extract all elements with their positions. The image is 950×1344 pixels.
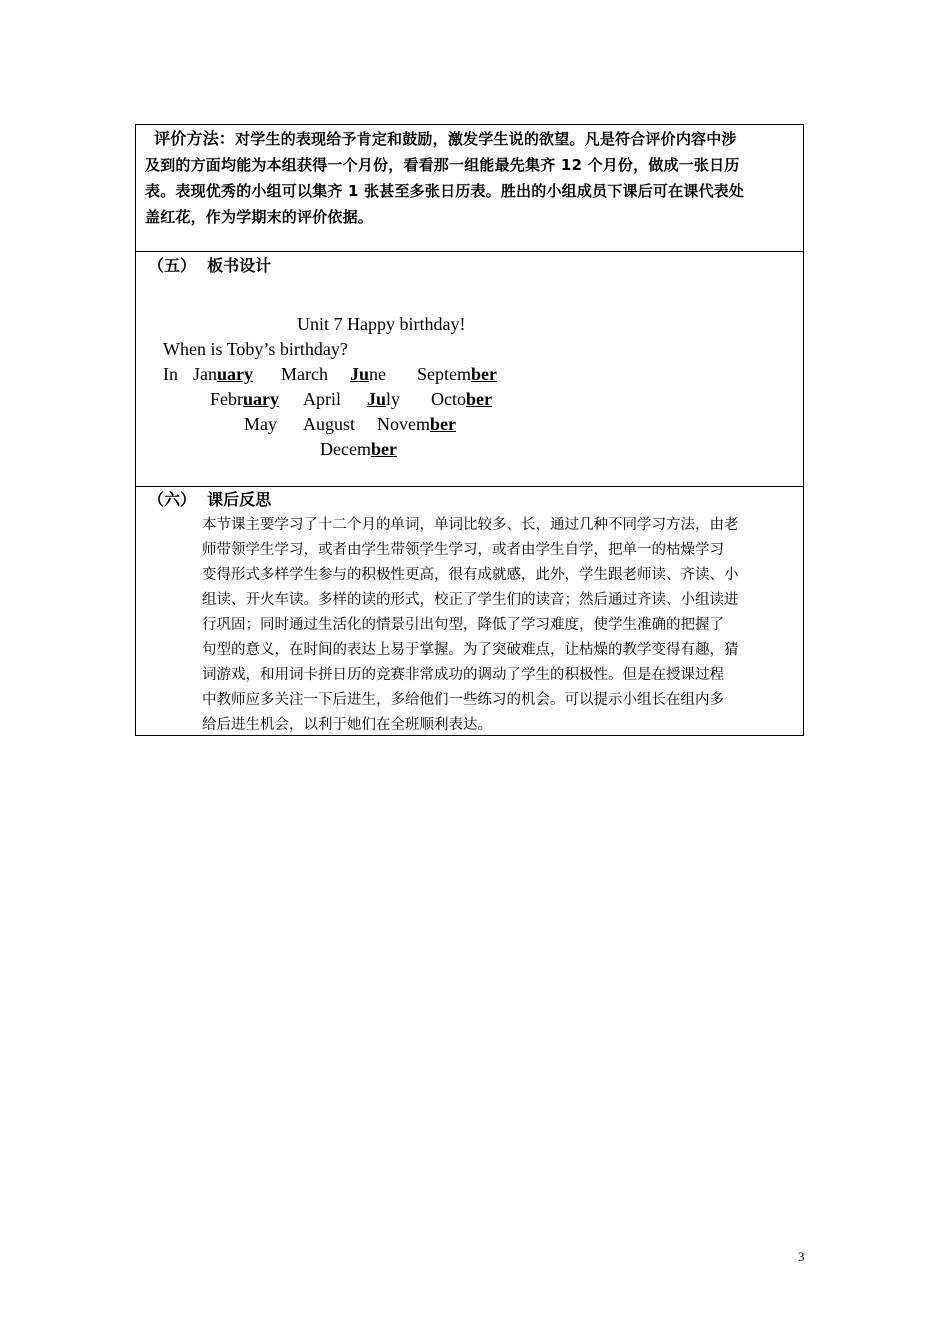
months-row-1: [163, 362, 563, 386]
evaluation-line-2: 及到的方面均能为本组获得一个月份，看看那一组能最先集齐 12 个月份，做成一张日历: [145, 156, 740, 174]
evaluation-line-1: 评价方法：对学生的表现给予肯定和鼓励，激发学生说的欲望。凡是符合评价内容中涉: [154, 129, 737, 148]
months-row-2: [163, 387, 563, 411]
reflection-line: 变得形式多样学生参与的积极性更高，很有成就感，此外，学生跟老师读、齐读、小: [202, 567, 739, 583]
reflection-line: 组读、开火车读。多样的读的形式，校正了学生们的读音；然后通过齐读、小组读进: [202, 592, 739, 608]
board-design-section: [136, 251, 803, 486]
evaluation-label: 评价方法：: [154, 129, 236, 148]
month-august: August: [303, 414, 356, 434]
month-june: June: [350, 364, 387, 384]
month-april: April: [303, 389, 341, 409]
month-february: February: [210, 389, 279, 409]
board-prefix: In: [163, 364, 178, 384]
reflection-body: [202, 513, 800, 738]
reflection-heading: （六） 课后反思: [148, 490, 272, 509]
reflection-line: 行巩固；同时通过生活化的情景引出句型，降低了学习难度，使学生准确的把握了: [202, 617, 724, 633]
month-september: September: [417, 364, 497, 384]
month-october: October: [431, 389, 492, 409]
reflection-line: 本节课主要学习了十二个月的单词，单词比较多、长，通过几种不同学习方法，由老: [202, 517, 739, 533]
board-title: Unit 7 Happy birthday!: [297, 314, 466, 334]
evaluation-line-3: 表。表现优秀的小组可以集齐 1 张甚至多张日历表。胜出的小组成员下课后可在课代表处: [145, 182, 745, 200]
reflection-line: 师带领学生学习，或者由学生带领学生学习，或者由学生自学，把单一的枯燥学习: [202, 542, 724, 558]
month-january: January: [193, 364, 253, 384]
month-july: July: [367, 389, 401, 409]
month-december: December: [320, 439, 397, 459]
reflection-line: 中教师应多关注一下后进生，多给他们一些练习的机会。可以提示小组长在组内多: [202, 692, 724, 708]
board-design-heading: （五） 板书设计: [148, 256, 272, 275]
months-row-3: [163, 412, 563, 436]
reflection-line: 词游戏，和用词卡拼日历的竞赛非常成功的调动了学生的积极性。但是在授课过程: [202, 667, 724, 683]
lesson-plan-table: [135, 124, 804, 736]
reflection-section: [136, 486, 803, 735]
month-november: November: [377, 414, 456, 434]
page-number: 3: [798, 1249, 805, 1264]
reflection-line: 句型的意义，在时间的表达上易于掌握。为了突破难点，让枯燥的教学变得有趣，猜: [202, 642, 739, 658]
month-may: May: [244, 414, 277, 434]
month-march: March: [281, 364, 328, 384]
board-question: When is Toby’s birthday?: [163, 339, 348, 359]
evaluation-section: [136, 125, 803, 251]
months-row-4: [163, 437, 563, 461]
reflection-line: 给后进生机会，以利于她们在全班顺利表达。: [202, 717, 492, 733]
evaluation-line-4: 盖红花，作为学期末的评价依据。: [145, 208, 374, 226]
